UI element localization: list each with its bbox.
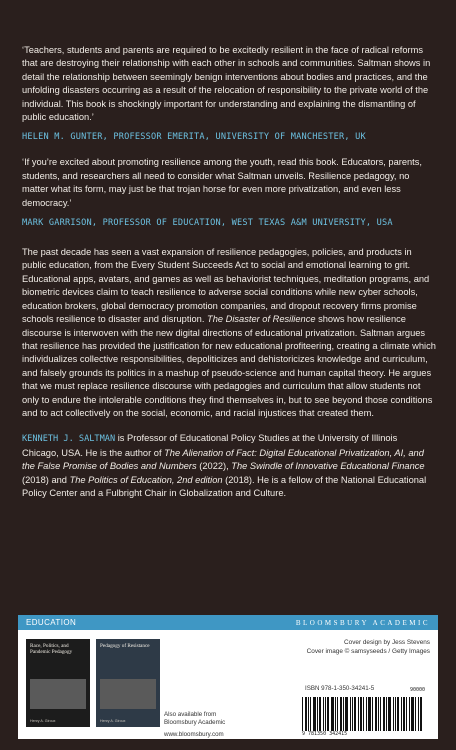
barcode-bar (395, 697, 396, 731)
isbn-label: ISBN 978-1-350-34241-5 (305, 685, 375, 692)
cover-credits (307, 639, 430, 656)
related-book-1-author: Henry A. Giroux (30, 719, 56, 723)
barcode-bar (378, 697, 379, 731)
related-book-1-title: Race, Politics, and Pandemic Pedagogy (30, 643, 73, 655)
barcode-bar (393, 697, 394, 731)
barcode-bar (415, 697, 416, 731)
barcode-bar (323, 697, 324, 731)
author-name: KENNETH J. SALTMAN (22, 434, 116, 445)
bio-book-2: The Swindle of Innovative Educational Finance (231, 461, 425, 472)
category-label: EDUCATION (26, 618, 77, 627)
barcode-bar (380, 697, 381, 731)
barcode-bar (372, 697, 373, 731)
barcode-bar (325, 697, 326, 731)
barcode-bar (366, 697, 367, 731)
barcode-bar (360, 697, 362, 731)
bio-text-3: (2018) and (22, 474, 70, 485)
description-book-title: The Disaster of Resilience (207, 314, 316, 325)
barcode-bar (308, 697, 309, 731)
cover-image-credit: Cover image © samsyseeds / Getty Images (306, 647, 430, 655)
description-part-1: The past decade has seen a vast expansion of resilience pedagogies, policies, and products in public education, from the Every Student Succeeds Act to social and emotional learning to grit. Educational apps, avatars, and games as well as behaviorist techniques, meditation programs, and biometric devices claim to teach resilience to adverse social conditions while new cyber schools, education brokers, global democracy promotion companies, and dropout recovery firms promise schools resilience to disaster and disruption. (22, 247, 430, 325)
bio-text-4: (2018). He is a fellow of the National Educational Policy Center and a Fulbright Chair in Globalization and Culture. (22, 474, 427, 498)
endorsement-quote-1: ‘Teachers, students and parents are required to be excitedly resilient in the face of radical reforms that are destroying their relationship with each other in schools and communities. Saltman shows in detail the relationship between seemingly benign interventions about bodies and practices, and the unfolding disasters occurring as a result of the relocation of responsibility to the private world of the individual. This book is shockingly important for understanding and explaining the dismantling of public education.’ (22, 45, 431, 123)
category-bar (18, 615, 438, 630)
footer-panel (18, 615, 438, 739)
barcode-bar (386, 697, 387, 731)
barcode-bar (335, 697, 336, 731)
barcode-bar (368, 697, 371, 731)
barcode-bar (403, 697, 405, 731)
barcode-bar (350, 697, 351, 731)
barcode-bar (418, 697, 419, 731)
back-cover-text (22, 44, 436, 500)
barcode-digits: 9 781350 342415 (302, 731, 348, 737)
barcode-bar (327, 697, 329, 731)
publisher-url: www.bloomsbury.com (164, 731, 224, 738)
also-available-text (164, 711, 225, 727)
endorsement-quote-2: ‘If you’re excited about promoting resilience among the youth, read this book. Educators, parents, students, and researchers all need to consider what Saltman unveils. Resilience pedagogy, no matter what its form, may just be that trojan horse for even more privatization, and even less democracy.’ (22, 157, 422, 208)
publisher-logo: BLOOMSBURY ACADEMIC (295, 618, 430, 627)
bio-book-3: The Politics of Education, 2nd edition (69, 474, 223, 485)
barcode-bar (401, 697, 402, 731)
barcode-bar (345, 697, 348, 731)
barcode-bar (354, 697, 356, 731)
barcode-bar (319, 697, 321, 731)
barcode-bar (363, 697, 364, 731)
also-available-line-2: Bloomsbury Academic (164, 719, 226, 726)
barcode-bar (411, 697, 414, 731)
barcode-bar (310, 697, 311, 731)
barcode-bar (358, 697, 359, 731)
barcode-bar (302, 697, 303, 731)
barcode-bar (317, 697, 318, 731)
related-book-1-photo (30, 679, 86, 709)
bio-text-2: (2022), (196, 461, 232, 472)
barcode-bar (375, 697, 377, 731)
bio-text-1: is Professor of Educational Policy Studies at the University of Illinois Chicago, USA. He is the author of (22, 433, 398, 458)
barcode-bar (352, 697, 353, 731)
barcode-bar (388, 697, 391, 731)
endorsement-attribution-2: MARK GARRISON, PROFESSOR OF EDUCATION, WEST TEXAS A&M UNIVERSITY, USA (22, 218, 393, 229)
related-book-2 (96, 639, 160, 727)
barcode-icon (302, 695, 432, 731)
barcode-bar (397, 697, 399, 731)
barcode-bar (305, 697, 307, 731)
barcode-addon-digits: 90000 (410, 687, 426, 693)
also-available-line-1: Also available from (164, 711, 217, 718)
book-description (22, 246, 436, 420)
barcode-bar (340, 697, 342, 731)
barcode-bar (409, 697, 410, 731)
barcode-bar (343, 697, 344, 731)
related-book-2-photo (100, 679, 156, 709)
related-book-2-title: Pedagogy of Resistance (100, 643, 150, 649)
related-books (26, 639, 160, 727)
barcode-bar (313, 697, 316, 731)
barcode-bar (383, 697, 385, 731)
bio-book-1: The Alienation of Fact: Digital Educational Privatization, AI, and the False Promise of Bodies and Numbers (22, 447, 424, 472)
barcode-bar (420, 697, 422, 731)
related-book-1 (26, 639, 90, 727)
endorsement-attribution-1: HELEN M. GUNTER, PROFESSOR EMERITA, UNIVERSITY OF MANCHESTER, UK (22, 132, 366, 143)
description-part-2: shows how resilience discourse is interwoven with the new digital directions of educational privatization. Saltman argues that resilience has provided the justification for new educational profiteering, creating a climate which individualizes collective responsibilities, depoliticizes and dehistoricizes knowledge and curriculum, and falsely grounds its politics in a mashup of pseudo-science and human capital theory. He argues that we must replace resilience discourse with pedagogies and curriculum that allow students not only to endure the intolerable conditions they find themselves in, but to see beyond those conditions and to act collectively on the social, economic, and racial injustices that created them. (22, 314, 436, 418)
barcode-bar (331, 697, 334, 731)
barcode-bar (337, 697, 338, 731)
barcode-bar (406, 697, 407, 731)
related-book-2-author: Henry A. Giroux (100, 719, 126, 723)
author-bio (22, 432, 436, 500)
cover-design-credit: Cover design by Jess Stevens (344, 639, 430, 646)
